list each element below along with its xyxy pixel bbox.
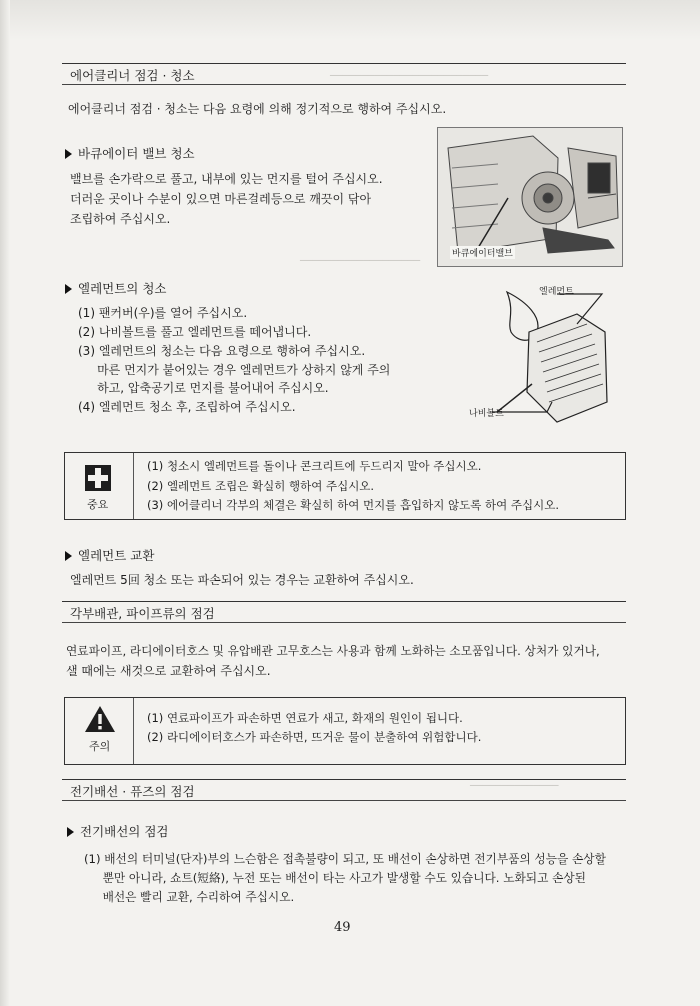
scan-left-edge <box>0 0 10 1006</box>
vacuator-line: 밸브를 손가락으로 풀고, 내부에 있는 먼지를 털어 주십시오. <box>70 172 383 186</box>
pipes-text: 연료파이프, 라디에이터호스 및 유압배관 고무호스는 사용과 함께 노화하는 소모품입니다. 상처가 있거나, <box>66 644 600 658</box>
wiring-text: 배선은 빨리 교환, 수리하여 주십시오. <box>84 890 295 904</box>
subheading-element-cleaning <box>65 279 167 297</box>
important-label: 중요 <box>87 498 109 511</box>
section-title: 전기배선 · 퓨즈의 점검 <box>70 784 195 799</box>
scan-top-edge <box>0 0 700 40</box>
first-aid-cross-icon <box>85 465 111 491</box>
important-item: (1) 청소시 엘레먼트를 돌이나 콘크리트에 두드리지 말아 주십시오. <box>147 459 482 473</box>
wiring-text: 뿐만 아니라, 쇼트(短絡), 누전 또는 배선이 타는 사고가 발생할 수도 있습니다. 노화되고 손상된 <box>84 871 586 885</box>
subheading-label: 엘레먼트 교환 <box>78 548 155 563</box>
subheading-element-replace <box>65 546 154 564</box>
element-step: 마른 먼지가 붙어있는 경우 엘레먼트가 상하지 않게 주의 <box>78 363 391 377</box>
vacuator-line: 더러운 곳이나 수분이 있으면 마른걸레등으로 깨끗이 닦아 <box>70 192 372 206</box>
wiring-text: (1) 배선의 터미널(단자)부의 느슨함은 접촉불량이 되고, 또 배선이 손상하면 전기부품의 성능을 손상할 <box>84 852 606 866</box>
subheading-label: 바큐에이터 밸브 청소 <box>78 146 195 161</box>
figure-label-element: 엘레먼트 <box>539 287 574 297</box>
section-title: 각부배관, 파이프류의 점검 <box>70 606 215 621</box>
subheading-label: 전기배선의 점검 <box>80 824 169 839</box>
bleed-through-text: ─────────────────── <box>300 255 421 267</box>
section-title: 에어클리너 점검 · 청소 <box>70 68 195 83</box>
vacuator-line: 조립하여 주십시오. <box>70 212 171 226</box>
caution-notice-box <box>64 697 626 765</box>
caution-item: (2) 라디에이터호스가 파손하면, 뜨거운 물이 분출하여 위험합니다. <box>147 730 482 744</box>
figure-label: 바큐에이터밸브 <box>450 246 515 259</box>
important-item: (3) 에어클리너 각부의 체결은 확실히 하여 먼지를 흡입하지 않도록 하여 주십시오. <box>147 498 559 512</box>
triangle-bullet-icon <box>65 284 72 294</box>
warning-triangle-icon <box>84 705 116 733</box>
element-figure <box>437 272 621 434</box>
bleed-through-text: ───────────────────────── <box>330 70 489 82</box>
caution-label: 주의 <box>89 740 111 753</box>
figure-label-butterfly-bolt: 나비볼트 <box>469 409 504 419</box>
section-header-wiring <box>62 779 626 801</box>
subheading-wiring <box>67 822 169 840</box>
subheading-label: 엘레먼트의 청소 <box>78 281 167 296</box>
replace-text: 엘레먼트 5回 청소 또는 파손되어 있는 경우는 교환하여 주십시오. <box>70 573 414 587</box>
element-step: (2) 나비볼트를 풀고 엘레먼트를 떼어냅니다. <box>78 325 312 339</box>
element-step: (4) 엘레먼트 청소 후, 조립하여 주십시오. <box>78 400 296 414</box>
section-header-aircleaner <box>62 63 626 85</box>
element-step: 하고, 압축공기로 먼지를 불어내어 주십시오. <box>78 381 329 395</box>
element-step: (1) 팬커버(우)를 열어 주십시오. <box>78 306 248 320</box>
element-step: (3) 엘레먼트의 청소는 다음 요령으로 행하여 주십시오. <box>78 344 366 358</box>
page-number: 49 <box>334 920 351 935</box>
triangle-bullet-icon <box>65 149 72 159</box>
pipes-text: 샐 때에는 새것으로 교환하여 주십시오. <box>66 664 271 678</box>
triangle-bullet-icon <box>65 551 72 561</box>
caution-item: (1) 연료파이프가 파손하면 연료가 새고, 화재의 원인이 됩니다. <box>147 711 463 725</box>
intro-text: 에어클리너 점검 · 청소는 다음 요령에 의해 정기적으로 행하여 주십시오. <box>68 102 447 116</box>
section-header-pipes <box>62 601 626 623</box>
important-item: (2) 엘레먼트 조립은 확실히 행하여 주십시오. <box>147 479 375 493</box>
subheading-vacuator <box>65 144 195 162</box>
important-notice-box <box>64 452 626 520</box>
element-illustration <box>437 272 621 434</box>
vacuator-valve-figure <box>437 127 623 267</box>
triangle-bullet-icon <box>67 827 74 837</box>
bleed-through-text: ────────────── <box>470 780 559 792</box>
